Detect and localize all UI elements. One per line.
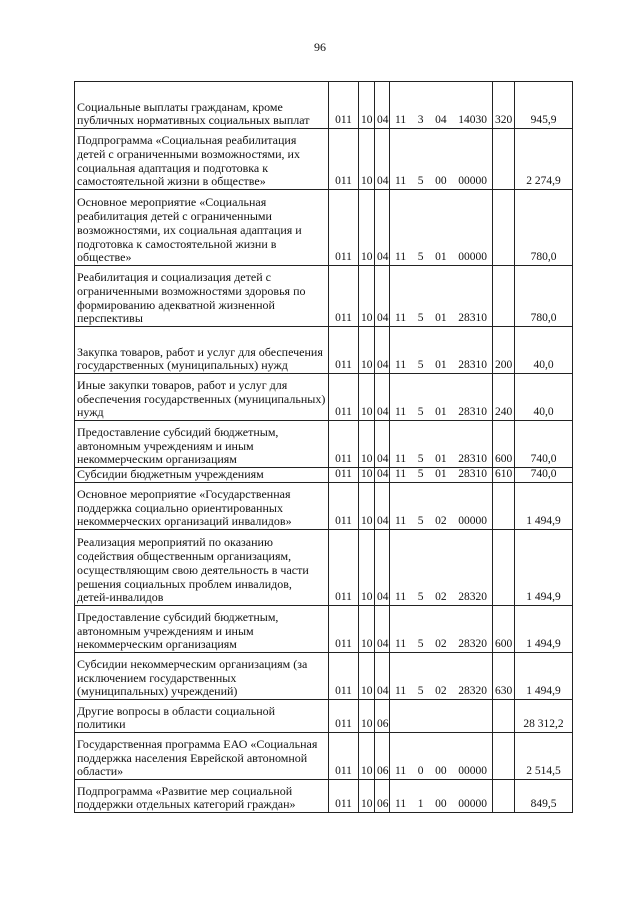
- target-article-part: 00000: [458, 515, 487, 528]
- subsection-code: 04: [375, 530, 390, 606]
- page-number: 96: [314, 40, 326, 54]
- target-article-part: 01: [435, 251, 447, 264]
- target-article-code: [390, 327, 493, 374]
- expense-type-code: 630: [493, 653, 515, 700]
- target-article-part: 02: [435, 515, 447, 528]
- table-row: [75, 606, 573, 653]
- target-article-part: 04: [435, 114, 447, 127]
- target-article-part: 00000: [458, 765, 487, 778]
- target-article-part: 5: [417, 406, 424, 419]
- expense-type-code: 600: [493, 606, 515, 653]
- target-article-part: 5: [417, 638, 424, 651]
- target-article-code: [390, 468, 493, 483]
- ministry-code: 011: [329, 190, 359, 266]
- table-row: [75, 82, 573, 129]
- target-article-part: 01: [435, 468, 447, 481]
- amount: 40,0: [515, 327, 573, 374]
- target-article-part: 00000: [458, 798, 487, 811]
- row-name: Социальные выплаты гражданам, кроме публичных нормативных социальных выплат: [75, 82, 329, 129]
- amount: 2 514,5: [515, 733, 573, 780]
- target-article-parts: [392, 312, 490, 326]
- target-article-part: 01: [435, 312, 447, 325]
- expense-type-code: 320: [493, 82, 515, 129]
- target-article-part: 11: [395, 515, 407, 528]
- target-article-part: 11: [395, 638, 407, 651]
- target-article-part: 5: [417, 515, 424, 528]
- target-article-parts: [392, 175, 490, 189]
- amount: 2 274,9: [515, 129, 573, 190]
- section-code: 10: [359, 733, 375, 780]
- target-article-part: 5: [417, 591, 424, 604]
- target-article-part: 28320: [458, 638, 487, 651]
- row-name: Субсидии некоммерческим организациям (за исключением государственных (муниципальных) учреждений): [75, 653, 329, 700]
- row-name: Подпрограмма «Развитие мер социальной поддержки отдельных категорий граждан»: [75, 780, 329, 813]
- target-article-part: 00: [435, 765, 447, 778]
- target-article-part: 02: [435, 685, 447, 698]
- expense-type-code: [493, 700, 515, 733]
- row-name: Предоставление субсидий бюджетным, автономным учреждениям и иным некоммерческим организациям: [75, 421, 329, 468]
- target-article-part: 00000: [458, 251, 487, 264]
- target-article-part: 5: [417, 685, 424, 698]
- target-article-part: 11: [395, 114, 407, 127]
- target-article-part: 28310: [458, 406, 487, 419]
- row-name: Закупка товаров, работ и услуг для обеспечения государственных (муниципальных) нужд: [75, 327, 329, 374]
- target-article-part: 11: [395, 175, 407, 188]
- table-row: [75, 266, 573, 327]
- ministry-code: 011: [329, 421, 359, 468]
- target-article-part: 11: [395, 591, 407, 604]
- table-row: [75, 327, 573, 374]
- ministry-code: 011: [329, 266, 359, 327]
- target-article-part: 00: [435, 798, 447, 811]
- target-article-parts: [392, 685, 490, 699]
- target-article-part: 28310: [458, 468, 487, 481]
- target-article-part: 5: [417, 251, 424, 264]
- section-code: 10: [359, 653, 375, 700]
- row-name: Субсидии бюджетным учреждениям: [75, 468, 329, 483]
- target-article-part: 28310: [458, 453, 487, 466]
- target-article-part: 28310: [458, 312, 487, 325]
- target-article-part: 11: [395, 251, 407, 264]
- target-article-parts: [392, 765, 490, 779]
- target-article-part: 5: [417, 175, 424, 188]
- table-row: [75, 421, 573, 468]
- table-row: [75, 530, 573, 606]
- amount: 945,9: [515, 82, 573, 129]
- target-article-parts: [392, 468, 490, 482]
- section-code: 10: [359, 483, 375, 530]
- target-article-parts: [392, 453, 490, 467]
- amount: 1 494,9: [515, 483, 573, 530]
- subsection-code: 06: [375, 700, 390, 733]
- subsection-code: 04: [375, 483, 390, 530]
- target-article-code: [390, 483, 493, 530]
- expense-type-code: [493, 190, 515, 266]
- amount: 1 494,9: [515, 606, 573, 653]
- expense-type-code: 240: [493, 374, 515, 421]
- ministry-code: 011: [329, 780, 359, 813]
- table-row: [75, 129, 573, 190]
- target-article-part: 00000: [458, 175, 487, 188]
- section-code: 10: [359, 421, 375, 468]
- target-article-part: 11: [395, 453, 407, 466]
- ministry-code: 011: [329, 468, 359, 483]
- subsection-code: 04: [375, 190, 390, 266]
- target-article-code: [390, 606, 493, 653]
- target-article-part: 00: [435, 175, 447, 188]
- table-body: [75, 82, 573, 813]
- subsection-code: 04: [375, 266, 390, 327]
- target-article-parts: [392, 591, 490, 605]
- target-article-part: 11: [395, 406, 407, 419]
- amount: 1 494,9: [515, 653, 573, 700]
- table-row: [75, 483, 573, 530]
- target-article-part: 0: [417, 765, 424, 778]
- expense-type-code: [493, 266, 515, 327]
- target-article-part: 02: [435, 591, 447, 604]
- amount: 1 494,9: [515, 530, 573, 606]
- ministry-code: 011: [329, 327, 359, 374]
- target-article-code: [390, 82, 493, 129]
- subsection-code: 04: [375, 468, 390, 483]
- ministry-code: 011: [329, 606, 359, 653]
- row-name: Основное мероприятие «Социальная реабилитация детей с ограниченными возможностями, их социальная адаптация и подготовка к самостоятельной жизни в обществе»: [75, 190, 329, 266]
- subsection-code: 04: [375, 374, 390, 421]
- row-name: Другие вопросы в области социальной политики: [75, 700, 329, 733]
- section-code: 10: [359, 129, 375, 190]
- ministry-code: 011: [329, 129, 359, 190]
- amount: 40,0: [515, 374, 573, 421]
- target-article-part: 1: [417, 798, 424, 811]
- row-name: Реализация мероприятий по оказанию содействия общественным организациям, осуществляющим свою деятельность в части решения социальных проблем инвалидов, детей-инвалидов: [75, 530, 329, 606]
- target-article-part: 11: [395, 685, 407, 698]
- target-article-parts: [392, 251, 490, 265]
- target-article-part: 28320: [458, 685, 487, 698]
- ministry-code: 011: [329, 653, 359, 700]
- row-name: Основное мероприятие «Государственная поддержка социально ориентированных некоммерческих организаций инвалидов»: [75, 483, 329, 530]
- expense-type-code: [493, 733, 515, 780]
- expense-type-code: [493, 780, 515, 813]
- amount: 780,0: [515, 266, 573, 327]
- target-article-code: [390, 733, 493, 780]
- target-article-part: 01: [435, 406, 447, 419]
- expense-type-code: [493, 530, 515, 606]
- subsection-code: 04: [375, 82, 390, 129]
- budget-table: [74, 81, 573, 813]
- expense-type-code: 610: [493, 468, 515, 483]
- subsection-code: 06: [375, 733, 390, 780]
- table-row: [75, 374, 573, 421]
- subsection-code: 04: [375, 653, 390, 700]
- target-article-code: [390, 129, 493, 190]
- section-code: 10: [359, 468, 375, 483]
- subsection-code: 06: [375, 780, 390, 813]
- ministry-code: 011: [329, 82, 359, 129]
- target-article-part: 5: [417, 312, 424, 325]
- target-article-parts: [392, 406, 490, 420]
- row-name: Государственная программа ЕАО «Социальная поддержка населения Еврейской автономной области»: [75, 733, 329, 780]
- target-article-code: [390, 530, 493, 606]
- section-code: 10: [359, 700, 375, 733]
- expense-type-code: 200: [493, 327, 515, 374]
- target-article-parts: [392, 359, 490, 373]
- row-name: Подпрограмма «Социальная реабилитация детей с ограниченными возможностями, их социальная адаптация и подготовка к самостоятельной жизни в обществе»: [75, 129, 329, 190]
- table-row: [75, 468, 573, 483]
- subsection-code: 04: [375, 606, 390, 653]
- target-article-part: 11: [395, 359, 407, 372]
- section-code: 10: [359, 374, 375, 421]
- row-name: Предоставление субсидий бюджетным, автономным учреждениям и иным некоммерческим организациям: [75, 606, 329, 653]
- target-article-part: 28320: [458, 591, 487, 604]
- section-code: 10: [359, 780, 375, 813]
- amount: 849,5: [515, 780, 573, 813]
- ministry-code: 011: [329, 483, 359, 530]
- subsection-code: 04: [375, 129, 390, 190]
- table-row: [75, 653, 573, 700]
- table-row: [75, 190, 573, 266]
- target-article-part: 5: [417, 453, 424, 466]
- table-row: [75, 700, 573, 733]
- target-article-part: 11: [395, 798, 407, 811]
- target-article-parts: [392, 515, 490, 529]
- target-article-part: 5: [417, 359, 424, 372]
- amount: 740,0: [515, 468, 573, 483]
- section-code: 10: [359, 82, 375, 129]
- target-article-part: 01: [435, 453, 447, 466]
- target-article-part: 11: [395, 468, 407, 481]
- target-article-part: 11: [395, 312, 407, 325]
- section-code: 10: [359, 530, 375, 606]
- target-article-part: 5: [417, 468, 424, 481]
- subsection-code: 04: [375, 327, 390, 374]
- target-article-code: [390, 653, 493, 700]
- target-article-code: [390, 266, 493, 327]
- row-name: Иные закупки товаров, работ и услуг для обеспечения государственных (муниципальных) нужд: [75, 374, 329, 421]
- target-article-code: [390, 700, 493, 733]
- target-article-part: 11: [395, 765, 407, 778]
- amount: 780,0: [515, 190, 573, 266]
- section-code: 10: [359, 327, 375, 374]
- target-article-parts: [392, 114, 490, 128]
- expense-type-code: [493, 129, 515, 190]
- ministry-code: 011: [329, 700, 359, 733]
- target-article-code: [390, 190, 493, 266]
- table-row: [75, 733, 573, 780]
- ministry-code: 011: [329, 374, 359, 421]
- target-article-part: 01: [435, 359, 447, 372]
- table-row: [75, 780, 573, 813]
- target-article-part: 28310: [458, 359, 487, 372]
- target-article-code: [390, 780, 493, 813]
- target-article-part: 02: [435, 638, 447, 651]
- expense-type-code: 600: [493, 421, 515, 468]
- section-code: 10: [359, 266, 375, 327]
- section-code: 10: [359, 190, 375, 266]
- target-article-parts: [392, 638, 490, 652]
- expense-type-code: [493, 483, 515, 530]
- target-article-code: [390, 374, 493, 421]
- row-name: Реабилитация и социализация детей с ограниченными возможностями здоровья по формированию адекватной жизненной перспективы: [75, 266, 329, 327]
- amount: 740,0: [515, 421, 573, 468]
- amount: 28 312,2: [515, 700, 573, 733]
- target-article-parts: [392, 798, 490, 812]
- ministry-code: 011: [329, 733, 359, 780]
- subsection-code: 04: [375, 421, 390, 468]
- ministry-code: 011: [329, 530, 359, 606]
- target-article-part: 3: [417, 114, 424, 127]
- section-code: 10: [359, 606, 375, 653]
- target-article-part: 14030: [458, 114, 487, 127]
- target-article-code: [390, 421, 493, 468]
